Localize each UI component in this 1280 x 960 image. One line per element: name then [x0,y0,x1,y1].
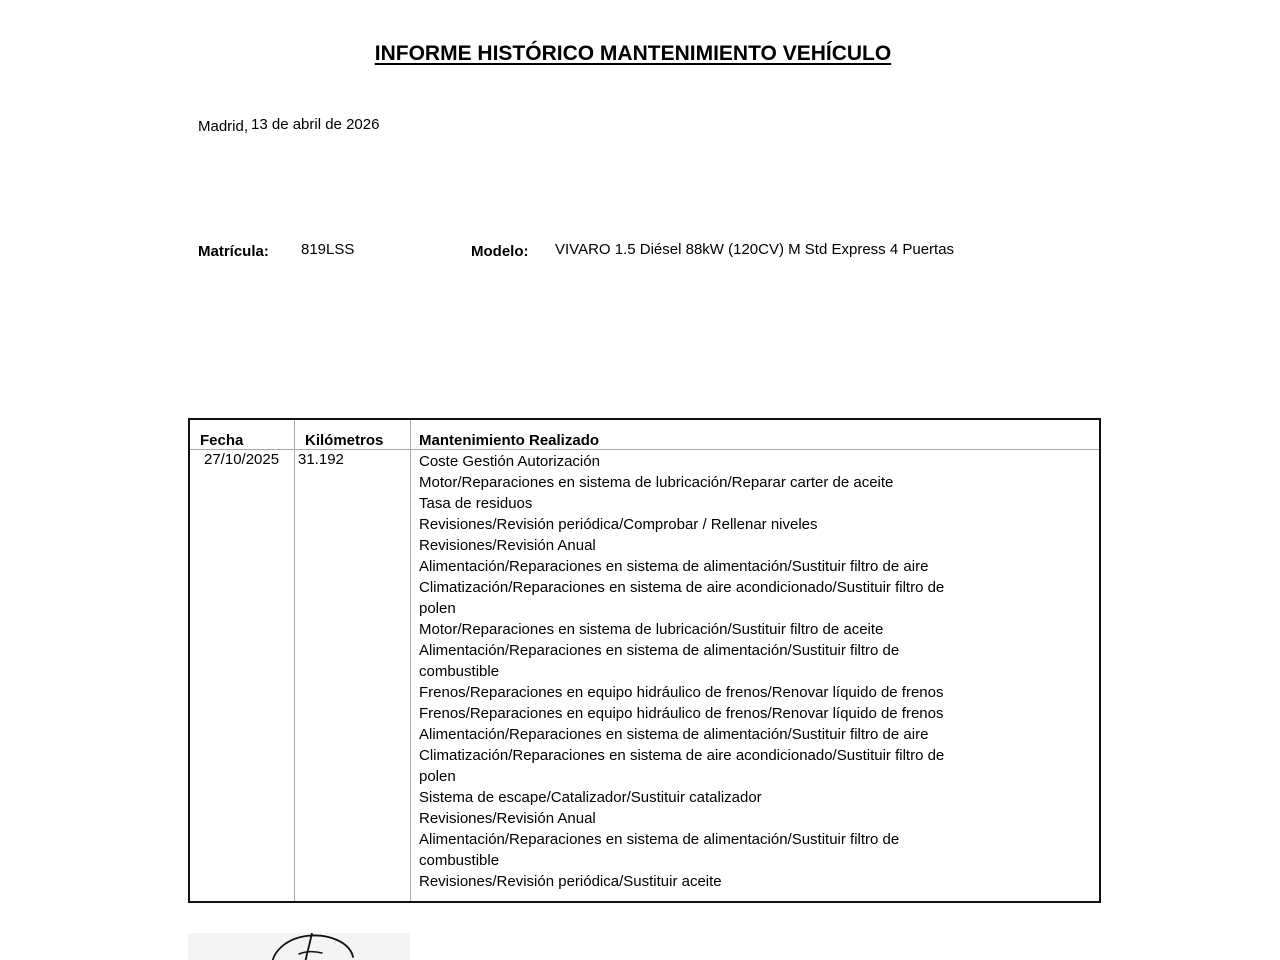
row-km: 31.192 [298,451,344,468]
list-item: polen [419,768,456,785]
list-item: Alimentación/Reparaciones en sistema de alimentación/Sustituir filtro de aire [419,558,929,575]
row-date: 27/10/2025 [204,451,280,468]
list-item: Revisiones/Revisión Anual [419,810,596,827]
table-header-divider [190,449,1099,450]
list-item: Motor/Reparaciones en sistema de lubricación/Sustituir filtro de aceite [419,621,884,638]
list-item: polen [419,600,456,617]
list-item: Climatización/Reparaciones en sistema de aire acondicionado/Sustituir filtro de [419,579,945,596]
city-label: Madrid, [198,118,249,135]
list-item: Frenos/Reparaciones en equipo hidráulico de frenos/Renovar líquido de frenos [419,705,944,722]
list-item: Alimentación/Reparaciones en sistema de alimentación/Sustituir filtro de [419,831,900,848]
report-date: 13 de abril de 2026 [251,116,380,133]
column-divider [410,420,411,901]
list-item: Alimentación/Reparaciones en sistema de alimentación/Sustituir filtro de [419,642,900,659]
list-item: Revisiones/Revisión periódica/Comprobar / Rellenar niveles [419,516,818,533]
maintenance-table [188,418,1101,903]
list-item: Motor/Reparaciones en sistema de lubricación/Reparar carter de aceite [419,474,894,491]
model-value: VIVARO 1.5 Diésel 88kW (120CV) M Std Express 4 Puertas [555,241,955,258]
plate-value: 819LSS [301,241,355,258]
list-item: combustible [419,852,500,869]
handwritten-signature-icon [188,933,410,960]
list-item: combustible [419,663,500,680]
page-title: INFORME HISTÓRICO MANTENIMIENTO VEHÍCULO [374,42,892,65]
list-item: Frenos/Reparaciones en equipo hidráulico de frenos/Renovar líquido de frenos [419,684,944,701]
header-date: Fecha [200,432,244,449]
model-label: Modelo: [471,243,529,260]
maintenance-list [419,451,979,892]
signature-area [188,933,410,960]
list-item: Sistema de escape/Catalizador/Sustituir catalizador [419,789,762,806]
plate-label: Matrícula: [198,243,269,260]
list-item: Revisiones/Revisión Anual [419,537,596,554]
list-item: Climatización/Reparaciones en sistema de aire acondicionado/Sustituir filtro de [419,747,945,764]
header-km: Kilómetros [305,432,384,449]
list-item: Alimentación/Reparaciones en sistema de alimentación/Sustituir filtro de aire [419,726,929,743]
list-item: Revisiones/Revisión periódica/Sustituir aceite [419,873,722,890]
list-item: Tasa de residuos [419,495,533,512]
column-divider [294,420,295,901]
header-maintenance: Mantenimiento Realizado [419,432,600,449]
list-item: Coste Gestión Autorización [419,453,600,470]
